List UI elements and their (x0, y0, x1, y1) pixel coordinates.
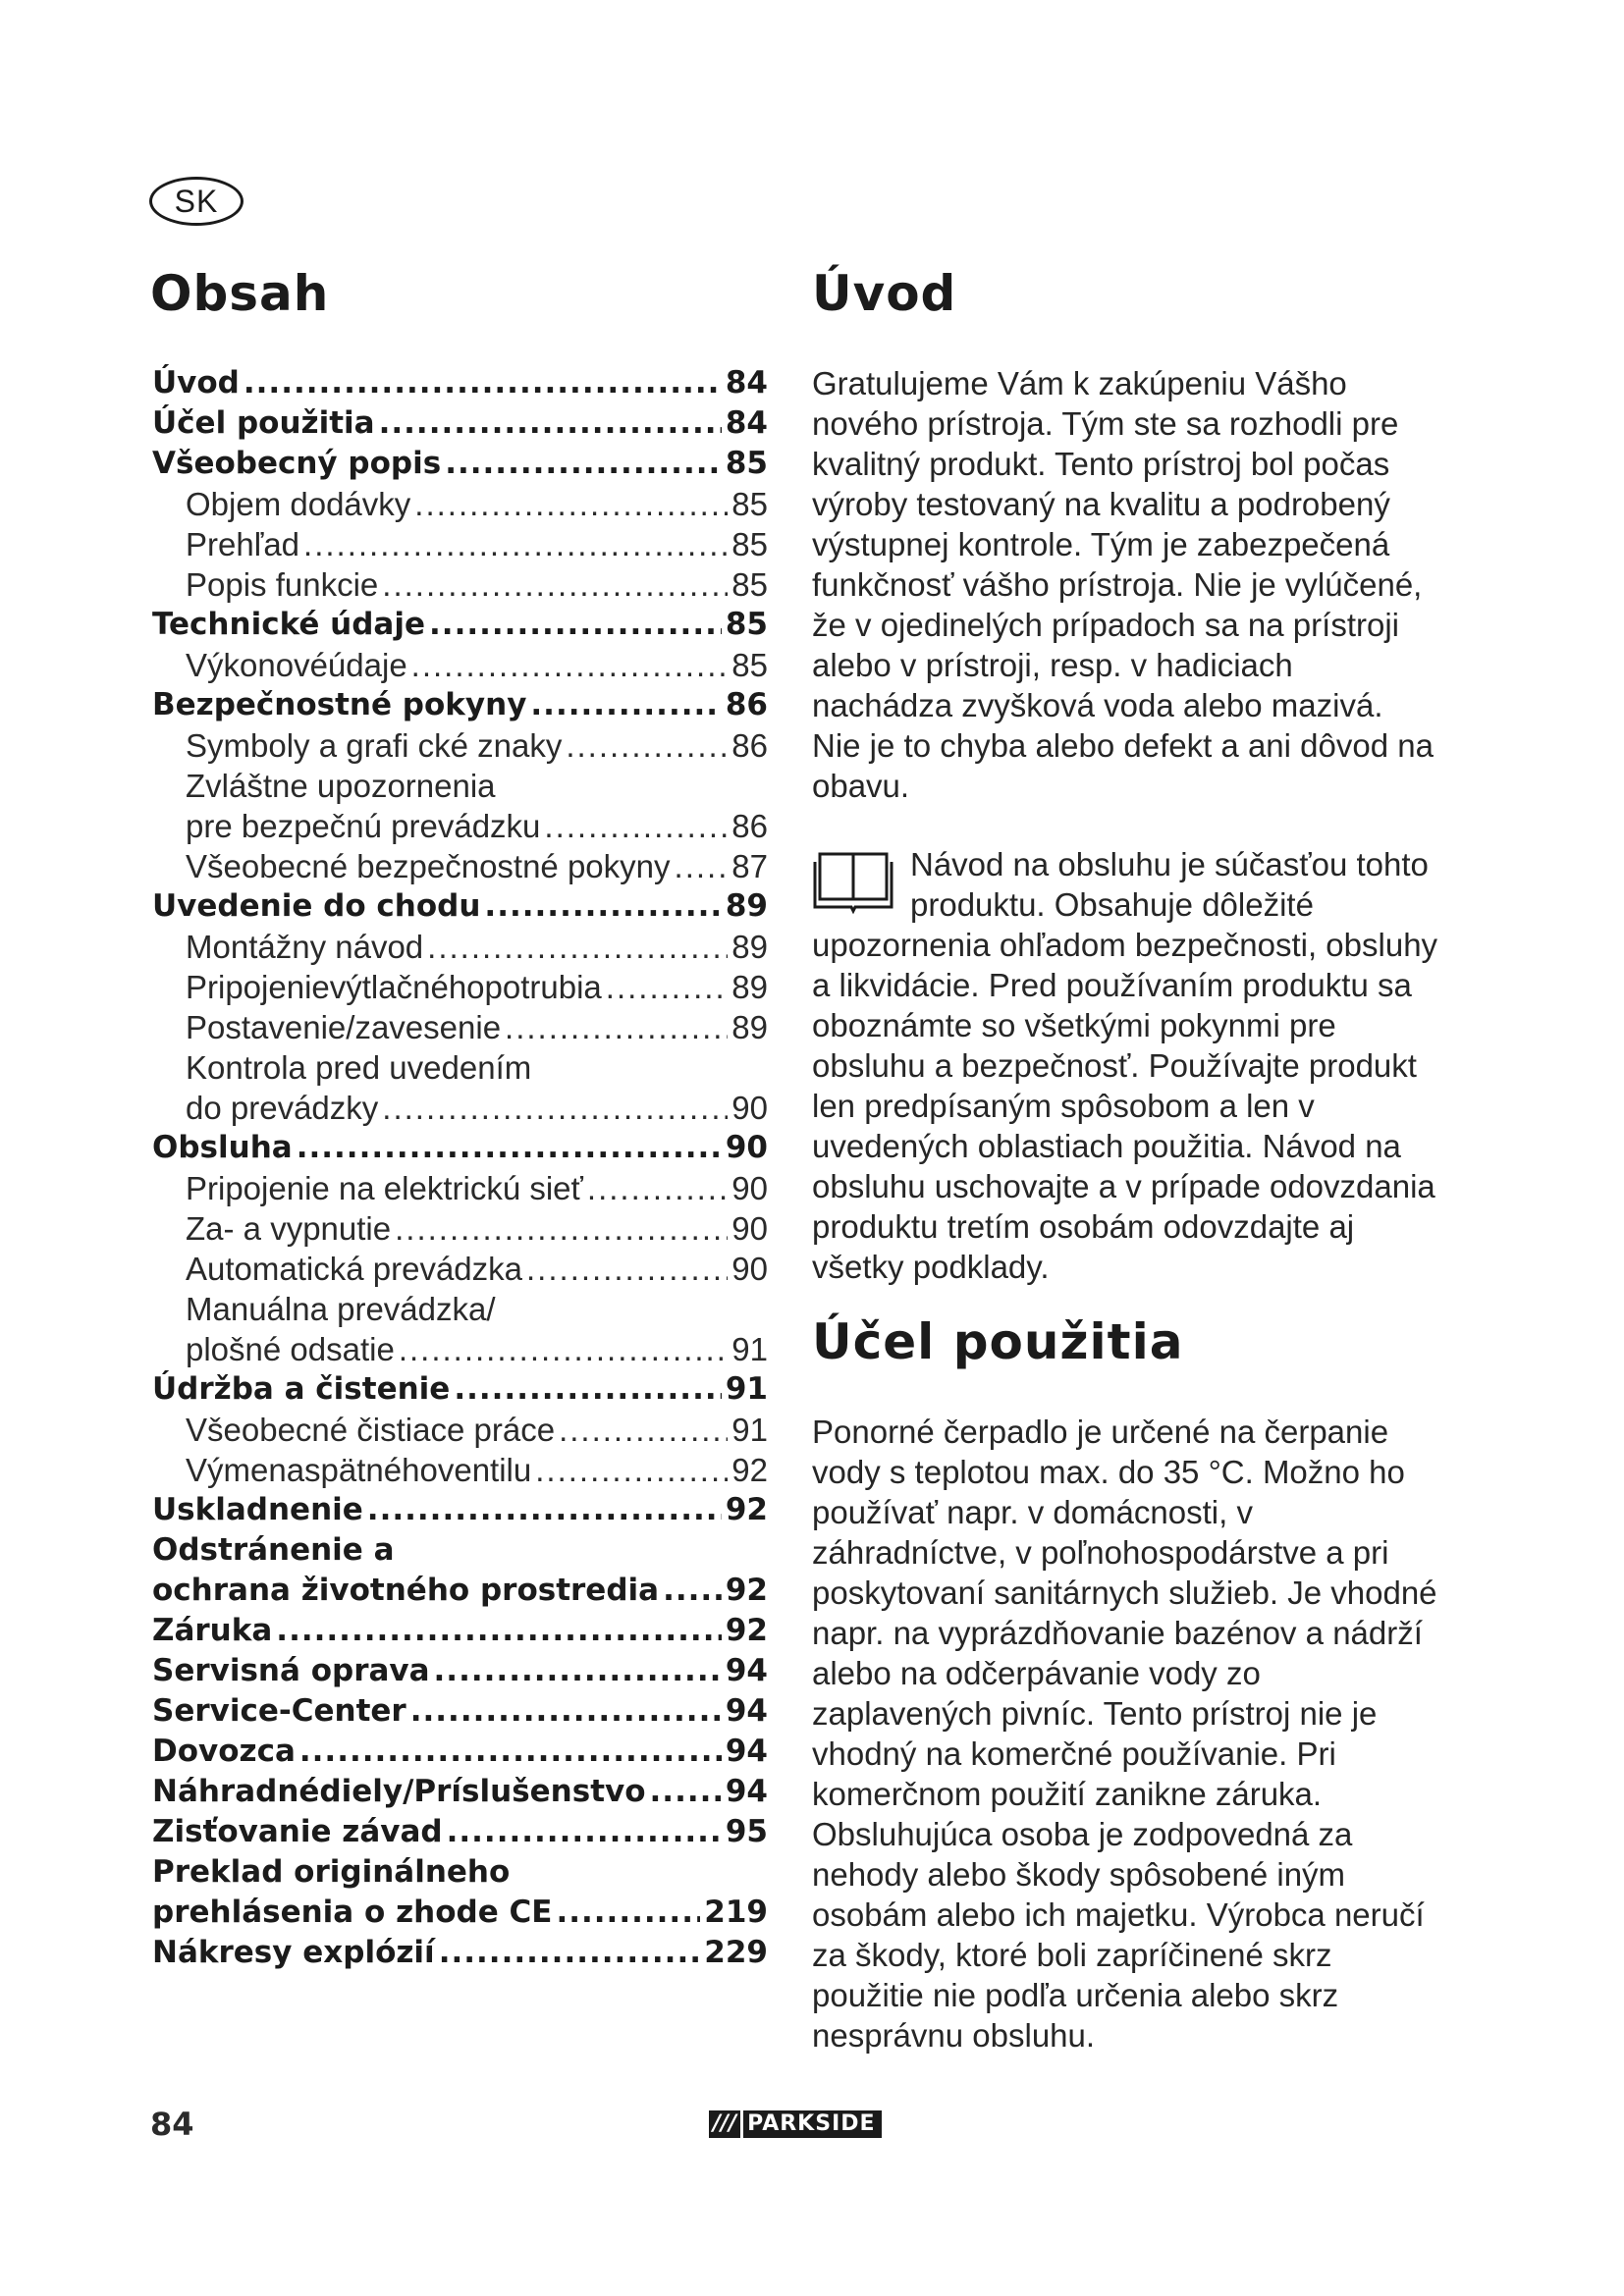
toc-leader-dots (395, 1208, 728, 1249)
toc-entry (152, 645, 768, 685)
toc-entry-text: Symboly a grafi cké znaky (186, 727, 563, 764)
toc-entry-text: Manuálna prevádzka/ (186, 1291, 496, 1327)
toc-leader-dots (434, 1651, 722, 1691)
toc-leader-dots (556, 1893, 700, 1933)
manual-note-text: Návod na obsluhu je súčasťou tohto produktu. Obsahuje dôležité upozornenia ohľadom bezpečnosti, obsluhy a likvidácie. Pred používaním produktu sa oboznámte so všetkými pokynmi pre obsluhu a bezpečnosť. Používajte produkt len predpísaným spôsobom a len v uvedených oblastiach použitia. Návod na obsluhu uschovajte a v prípade odovzdania produktu tretím osobám odovzdajte aj všetky podklady. (812, 846, 1438, 1285)
toc-entry-page: 89 (725, 888, 768, 924)
toc-entry (152, 1651, 768, 1691)
brand-slashes: /// (709, 2110, 740, 2138)
toc-entry-page: 87 (731, 848, 768, 884)
toc-leader-dots (650, 1772, 722, 1812)
toc-entry (152, 1088, 768, 1128)
toc-entry (152, 1289, 768, 1329)
toc-entry (152, 1249, 768, 1289)
toc-entry-text: Prehľad (186, 526, 300, 562)
toc-entry (152, 1732, 768, 1772)
toc-entry-page: 91 (731, 1412, 768, 1448)
toc-entry-page: 85 (731, 486, 768, 522)
purpose-paragraph (812, 1412, 1440, 2056)
toc-entry-text: ochrana životného prostredia (152, 1573, 660, 1608)
toc-leader-dots (566, 725, 728, 766)
toc-entry-page: 89 (731, 929, 768, 965)
toc-entry-text: Všeobecný popis (152, 446, 442, 481)
toc-entry-text: Pripojenievýtlačnéhopotrubia (186, 969, 602, 1005)
toc-entry (152, 564, 768, 605)
toc-entry-text: Dovozca (152, 1734, 296, 1769)
toc-entry-text: Uvedenie do chodu (152, 888, 481, 924)
toc-entry-text: Všeobecné čistiace práce (186, 1412, 556, 1448)
toc-leader-dots (429, 605, 722, 645)
toc-leader-dots (675, 846, 729, 886)
toc-entry-text: Za- a vypnutie (186, 1210, 392, 1247)
toc-entry (152, 1490, 768, 1530)
toc-entry-text: Náhradnédiely/Príslušenstvo (152, 1774, 646, 1809)
toc-leader-dots (606, 967, 729, 1007)
toc-entry-text: Technické údaje (152, 607, 426, 642)
toc-leader-dots (445, 444, 722, 484)
toc-entry (152, 605, 768, 645)
toc-entry (152, 685, 768, 725)
toc-leader-dots (382, 564, 728, 605)
toc-entry (152, 766, 768, 806)
toc-leader-dots (447, 1812, 722, 1852)
toc-entry (152, 806, 768, 846)
toc-entry-text: Účel použitia (152, 405, 375, 441)
toc-leader-dots (367, 1490, 722, 1530)
toc-leader-dots (427, 927, 728, 967)
toc-entry (152, 1410, 768, 1450)
toc-leader-dots (587, 1168, 728, 1208)
toc-entry-page: 85 (725, 446, 768, 481)
toc-entry-page: 92 (731, 1452, 768, 1488)
brand-logo (709, 2110, 882, 2138)
language-badge: SK (149, 177, 244, 226)
toc-entry-text: Kontrola pred uvedením (186, 1049, 532, 1086)
toc-entry-text: Servisná oprava (152, 1653, 430, 1688)
manual-note-block (812, 844, 1440, 1287)
page-number: 84 (150, 2106, 194, 2143)
toc-entry-text: Všeobecné bezpečnostné pokyny (186, 848, 671, 884)
toc-entry-page: 90 (731, 1170, 768, 1206)
toc-entry-text: Odstránenie a (152, 1532, 395, 1568)
toc-leader-dots (399, 1329, 728, 1369)
toc-leader-dots (544, 806, 728, 846)
toc-entry-page: 86 (731, 727, 768, 764)
toc-entry-text: Výmenaspätnéhoventilu (186, 1452, 532, 1488)
toc-entry (152, 363, 768, 403)
toc-entry-page: 86 (731, 808, 768, 844)
toc-entry-page: 84 (725, 365, 768, 400)
toc-entry-text: Preklad originálneho (152, 1854, 511, 1890)
toc-entry-text: do prevádzky (186, 1090, 379, 1126)
toc-entry (152, 1812, 768, 1852)
toc-entry-page: 85 (731, 526, 768, 562)
toc-entry-page: 219 (704, 1895, 768, 1930)
toc-entry-text: Montážny návod (186, 929, 424, 965)
toc-entry-page: 91 (731, 1331, 768, 1367)
intro-title: Úvod (812, 265, 957, 322)
toc-leader-dots (530, 685, 721, 725)
toc-entry-page: 92 (725, 1573, 768, 1608)
toc-leader-dots (382, 1088, 728, 1128)
toc-entry (152, 1611, 768, 1651)
toc-entry-page: 91 (725, 1371, 768, 1407)
toc-entry-text: Nákresy explózií (152, 1935, 435, 1970)
toc-entry-text: Údržba a čistenie (152, 1371, 451, 1407)
toc-entry-page: 92 (725, 1613, 768, 1648)
toc-entry (152, 1450, 768, 1490)
toc-leader-dots (559, 1410, 728, 1450)
toc-entry-page: 94 (725, 1774, 768, 1809)
toc-entry-page: 85 (731, 647, 768, 683)
toc-entry-text: Pripojenie na elektrickú sieť (186, 1170, 583, 1206)
toc-entry-page: 85 (725, 607, 768, 642)
toc-entry (152, 1047, 768, 1088)
toc-entry-text: Zisťovanie závad (152, 1814, 443, 1849)
toc-entry (152, 1772, 768, 1812)
toc-leader-dots (411, 645, 729, 685)
toc-entry-text: Bezpečnostné pokyny (152, 687, 527, 722)
intro-text: Gratulujeme Vám k zakúpeniu Vášho nového prístroja. Tým ste sa rozhodli pre kvalitný produkt. Tento prístroj bol počas výroby testovaný na kvalitu a podrobený výstupnej kontrole. Tým je zabezpečená funkčnosť vášho prístroja. Nie je vylúčené, že v ojedinelých prípadoch sa na prístroji alebo v prístroji, resp. v hadiciach nachádza zvyšková voda alebo mazivá. Nie je to chyba alebo defekt a ani dôvod na obavu. (812, 365, 1434, 804)
toc-entry-text: Service-Center (152, 1693, 406, 1729)
toc-leader-dots (303, 524, 728, 564)
toc-entry-text: Automatická prevádzka (186, 1251, 523, 1287)
toc-leader-dots (299, 1732, 722, 1772)
toc-entry (152, 1933, 768, 1973)
toc-entry-page: 89 (731, 969, 768, 1005)
toc-leader-dots (484, 886, 721, 927)
toc-entry (152, 1369, 768, 1410)
toc-entry (152, 1007, 768, 1047)
toc-entry-page: 95 (725, 1814, 768, 1849)
purpose-title: Účel použitia (812, 1313, 1184, 1370)
toc-entry-page: 84 (725, 405, 768, 441)
toc-leader-dots (297, 1128, 722, 1168)
toc-entry-text: plošné odsatie (186, 1331, 395, 1367)
toc-title: Obsah (150, 265, 330, 322)
toc-leader-dots (379, 403, 722, 444)
toc-entry (152, 1852, 768, 1893)
toc-entry-page: 90 (731, 1090, 768, 1126)
toc-entry-text: pre bezpečnú prevádzku (186, 808, 541, 844)
intro-paragraph (812, 363, 1440, 806)
purpose-text: Ponorné čerpadlo je určené na čerpanie vody s teplotou max. do 35 °C. Možno ho používať napr. v domácnosti, v záhradníctve, v poľnohospodárstve a pri poskytovaní sanitárnych služieb. Je vhodné napr. na vyprázdňovanie bazénov a nádrží alebo na odčerpávanie vody zo zaplavených pivníc. Tento prístroj nie je vhodný na komerčné používanie. Pri komerčnom použití zanikne záruka. Obsluhujúca osoba je zodpovedná za nehody alebo škody spôsobené iným osobám alebo ich majetku. Výrobca neručí za škody, ktoré boli zapríčinené skrz použitie nie podľa určenia alebo skrz nesprávnu obsluhu. (812, 1414, 1437, 2054)
toc-entry-text: Úvod (152, 365, 240, 400)
toc-entry (152, 1208, 768, 1249)
toc-entry (152, 524, 768, 564)
toc-entry-page: 89 (731, 1009, 768, 1045)
toc-entry-page: 86 (725, 687, 768, 722)
toc-entry-text: Popis funkcie (186, 566, 379, 603)
open-book-icon (812, 850, 894, 915)
toc-entry (152, 1128, 768, 1168)
toc-entry-page: 94 (725, 1693, 768, 1729)
toc-entry-page: 90 (731, 1210, 768, 1247)
toc-leader-dots (439, 1933, 701, 1973)
toc-entry (152, 444, 768, 484)
toc-leader-dots (526, 1249, 728, 1289)
toc-entry (152, 1893, 768, 1933)
toc-entry (152, 967, 768, 1007)
toc-entry-page: 92 (725, 1492, 768, 1527)
toc-entry (152, 846, 768, 886)
toc-leader-dots (454, 1369, 722, 1410)
toc-leader-dots (663, 1571, 722, 1611)
toc-entry-page: 229 (704, 1935, 768, 1970)
toc-entry-text: Uskladnenie (152, 1492, 363, 1527)
toc-entry (152, 725, 768, 766)
toc-leader-dots (410, 1691, 722, 1732)
toc-entry-text: prehlásenia o zhode CE (152, 1895, 553, 1930)
table-of-contents (152, 363, 768, 1973)
toc-leader-dots (276, 1611, 722, 1651)
toc-entry (152, 484, 768, 524)
toc-leader-dots (244, 363, 722, 403)
toc-entry-text: Objem dodávky (186, 486, 411, 522)
toc-entry (152, 1691, 768, 1732)
toc-entry-page: 90 (731, 1251, 768, 1287)
toc-entry-page: 90 (725, 1130, 768, 1165)
toc-entry (152, 1168, 768, 1208)
toc-entry-text: Zvláštne upozornenia (186, 768, 496, 804)
toc-entry (152, 1329, 768, 1369)
toc-entry-text: Záruka (152, 1613, 273, 1648)
toc-entry-text: Postavenie/zavesenie (186, 1009, 502, 1045)
toc-entry-text: Obsluha (152, 1130, 293, 1165)
toc-entry (152, 403, 768, 444)
toc-entry-page: 94 (725, 1734, 768, 1769)
toc-entry-page: 94 (725, 1653, 768, 1688)
toc-leader-dots (505, 1007, 728, 1047)
toc-entry-page: 85 (731, 566, 768, 603)
brand-name: PARKSIDE (740, 2110, 881, 2138)
toc-leader-dots (535, 1450, 728, 1490)
toc-entry (152, 1571, 768, 1611)
toc-entry-text: Výkonovéúdaje (186, 647, 407, 683)
toc-entry (152, 1530, 768, 1571)
toc-entry (152, 886, 768, 927)
toc-entry (152, 927, 768, 967)
toc-leader-dots (414, 484, 728, 524)
